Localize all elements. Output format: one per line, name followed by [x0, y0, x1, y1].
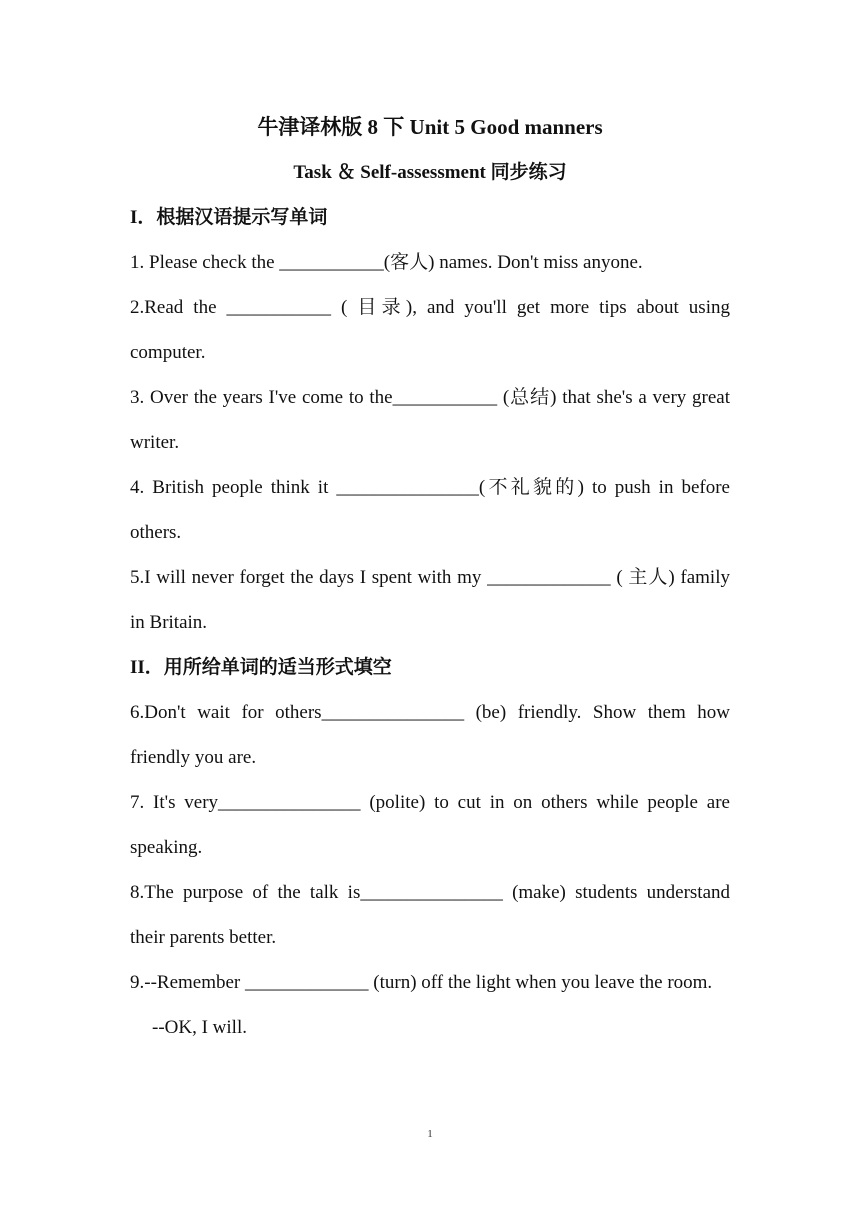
exercise-item-3: 3. Over the years I've come to the___________ (总结) that she's a very great writer. — [130, 387, 730, 453]
section-heading-2: II．用所给单词的适当形式填空 — [130, 657, 392, 678]
exercise-item-2: 2.Read the ___________ ( 目录), and you'll get more tips about using computer. — [130, 297, 730, 363]
exercise-item-7: 7. It's very_______________ (polite) to cut in on others while people are speaking. — [130, 792, 730, 858]
document-content — [130, 105, 730, 1050]
exercise-item-4: 4. British people think it _______________(不礼貌的) to push in before others. — [130, 477, 730, 543]
document-title: 牛津译林版 8 下 Unit 5 Good manners — [257, 115, 603, 139]
exercise-item-1: 1. Please check the ___________(客人) names. Don't miss anyone. — [130, 252, 643, 273]
document-subtitle: Task ＆ Self-assessment 同步练习 — [293, 162, 567, 183]
page-number: 1 — [427, 1128, 433, 1140]
exercise-item-9-reply: --OK, I will. — [152, 1017, 247, 1038]
exercise-item-9: 9.--Remember _____________ (turn) off the light when you leave the room. — [130, 972, 713, 993]
exercise-item-5: 5.I will never forget the days I spent with my _____________ ( 主人) family in Britain. — [130, 567, 730, 633]
exercise-item-8: 8.The purpose of the talk is_______________ (make) students understand their parents better. — [130, 882, 730, 948]
section-heading-1: I．根据汉语提示写单词 — [130, 207, 328, 228]
exercise-item-6: 6.Don't wait for others_______________ (be) friendly. Show them how friendly you are. — [130, 702, 730, 768]
